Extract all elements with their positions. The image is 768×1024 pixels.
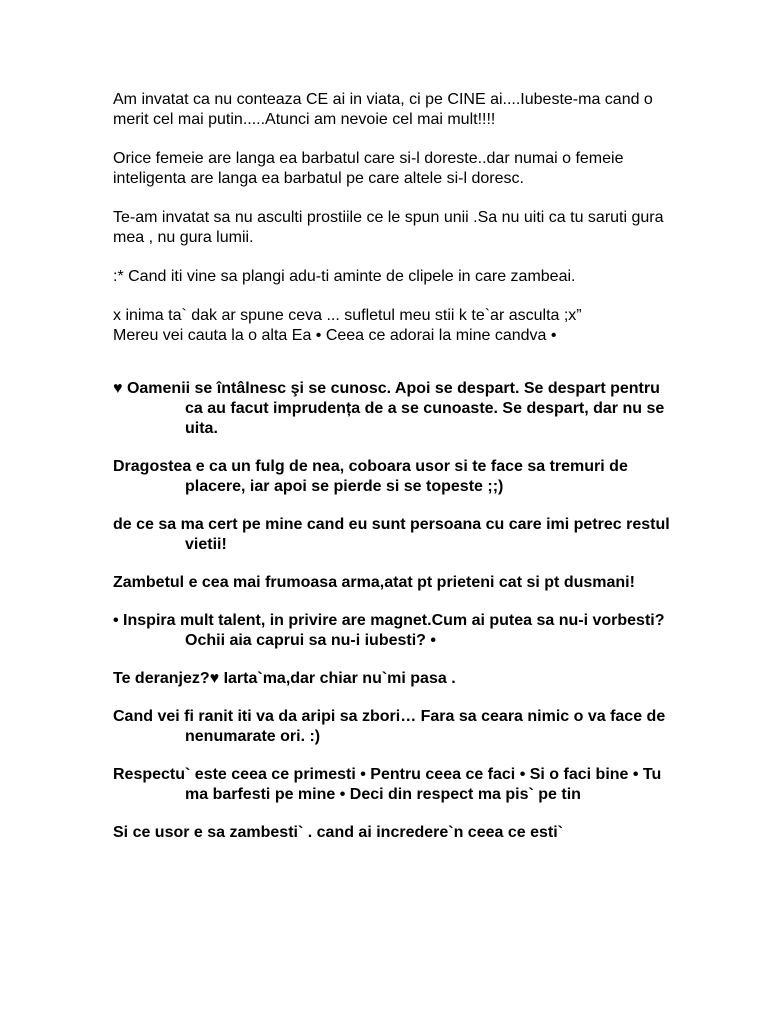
paragraph: Mereu vei cauta la o alta Ea • Ceea ce adorai la mine candva •: [113, 327, 557, 344]
quote-paragraph: ♥ Oamenii se întâlnesc şi se cunosc. Apoi se despart. Se despart pentru ca au facut imprudența de a se cunoaste. Se despart, dar nu se uita.: [113, 380, 665, 437]
quote-paragraph: Te deranjez?♥ Iarta`ma,dar chiar nu`mi pasa .: [113, 670, 456, 687]
paragraph: Orice femeie are langa ea barbatul care si-l doreste..dar numai o femeie inteligenta are langa ea barbatul pe care altele si-l doresc.: [113, 150, 624, 187]
quote-paragraph: Zambetul e cea mai frumoasa arma,atat pt prieteni cat si pt dusmani!: [113, 574, 635, 591]
quote-paragraph: Cand vei fi ranit iti va da aripi sa zbori… Fara sa ceara nimic o va face de nenumarate ori. :): [113, 708, 666, 745]
paragraph: Am invatat ca nu conteaza CE ai in viata, ci pe CINE ai....Iubeste-ma cand o merit cel mai putin.....Atunci am nevoie cel mai mult!!!!: [113, 91, 653, 128]
paragraph: Te-am invatat sa nu asculti prostiile ce le spun unii .Sa nu uiti ca tu saruti gura mea , nu gura lumii.: [113, 209, 664, 246]
regular-text-section: [113, 90, 673, 346]
quote-paragraph: Dragostea e ca un fulg de nea, coboara usor si te face sa tremuri de placere, iar apoi se pierde si se topeste ;;): [113, 458, 628, 495]
document-body: [113, 90, 673, 861]
quote-paragraph: de ce sa ma cert pe mine cand eu sunt persoana cu care imi petrec restul vietii!: [113, 516, 670, 553]
quote-paragraph: Si ce usor e sa zambesti` . cand ai incredere`n ceea ce esti`: [113, 824, 563, 841]
bold-quotes-section: [113, 379, 673, 843]
quote-paragraph: Respectu` este ceea ce primesti • Pentru ceea ce faci • Si o faci bine • Tu ma barfesti pe mine • Deci din respect ma pis` pe tin: [113, 766, 662, 803]
quote-paragraph: • Inspira mult talent, in privire are magnet.Cum ai putea sa nu-i vorbesti? Ochii aia caprui sa nu-i iubesti? •: [113, 612, 665, 649]
paragraph: x inima ta` dak ar spune ceva ... sufletul meu stii k te`ar asculta ;x”: [113, 307, 582, 324]
paragraph: :* Cand iti vine sa plangi adu-ti aminte de clipele in care zambeai.: [113, 268, 576, 285]
